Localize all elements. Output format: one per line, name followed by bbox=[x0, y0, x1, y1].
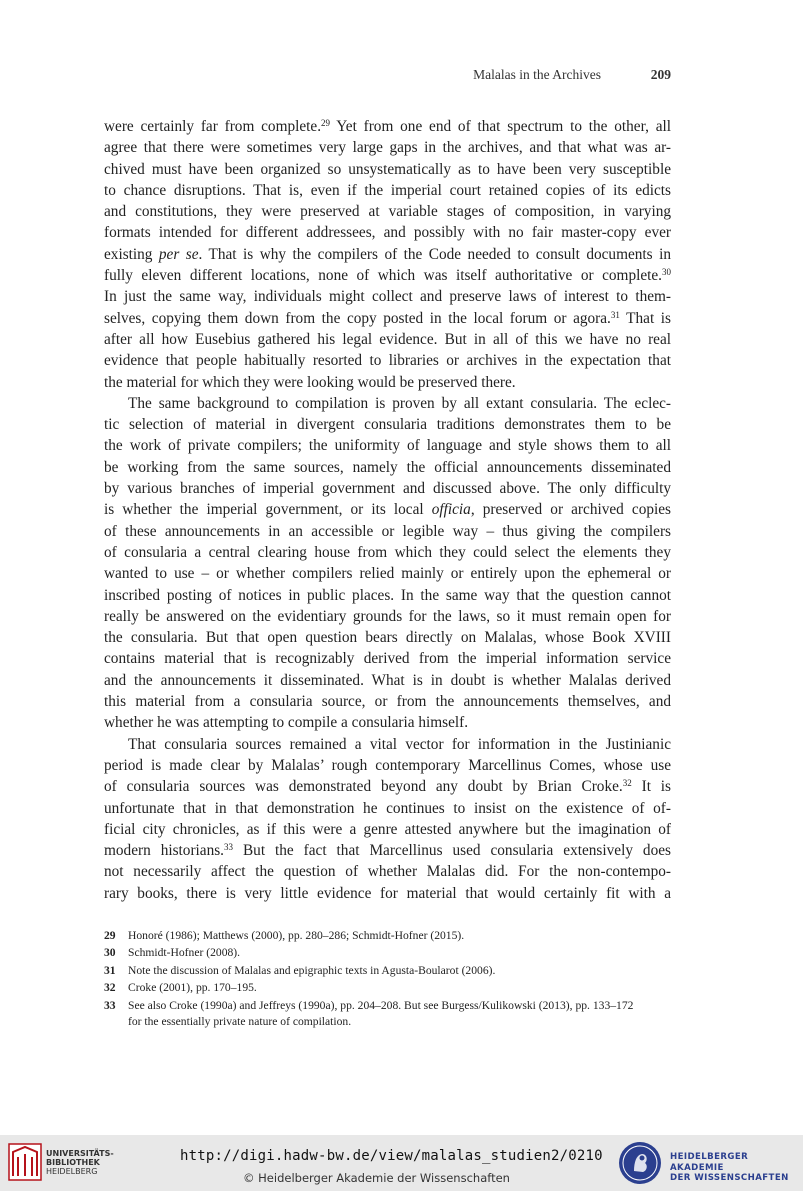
text-line: to chance disruptions. That is, even if the imperial court retained copies of its edicts bbox=[104, 181, 671, 199]
footnote-33 bbox=[104, 998, 671, 1030]
footnotes bbox=[104, 928, 671, 1031]
paragraph-3 bbox=[104, 734, 671, 904]
text-run: were certainly far from complete. bbox=[104, 118, 322, 135]
text-line: evidence that people habitually resorted to libraries or archives in the expectation that bbox=[104, 352, 671, 370]
footnote-text: Note the discussion of Malalas and epigraphic texts in Agusta-Boularot (2006). bbox=[128, 963, 496, 977]
footnote-29 bbox=[104, 928, 671, 944]
text-run: modern historians. bbox=[104, 842, 224, 860]
text-line: In just the same way, individuals might collect and preserve laws of interest to them- bbox=[104, 288, 671, 306]
text-line: contains material that is recognizably derived from the imperial information service bbox=[104, 650, 671, 668]
footnote-number: 30 bbox=[104, 946, 116, 960]
footnote-number: 31 bbox=[104, 963, 116, 977]
academy-name bbox=[670, 1152, 803, 1184]
text-line: formats intended for different addressees, and possibly with no fair master-copy ever bbox=[104, 224, 671, 242]
text-line: of these announcements in an accessible or legible way – thus giving the compilers bbox=[104, 522, 671, 540]
text-line: the consularia. But that open question bears directly on Malalas, whose Book XVIII bbox=[104, 629, 671, 647]
main-text bbox=[104, 116, 671, 904]
viewer-footer bbox=[0, 1135, 803, 1191]
text-run: That is bbox=[619, 309, 671, 327]
ub-name-line: BIBLIOTHEK bbox=[46, 1158, 100, 1167]
text-run: But the fact that Marcellinus used consularia extensively does bbox=[233, 842, 671, 860]
text-line: by various branches of imperial government and discussed above. The only difficulty bbox=[104, 480, 671, 498]
page-number: 209 bbox=[650, 67, 671, 82]
text-line: The same background to compilation is proven by all extant consularia. The eclec- bbox=[128, 394, 671, 412]
text-run: of consularia sources was demonstrated beyond any doubt by Brian Croke. bbox=[104, 778, 623, 796]
text-run: , preserved or archived copies bbox=[470, 501, 671, 519]
running-header bbox=[104, 67, 671, 87]
footnote-ref-30[interactable]: 30 bbox=[662, 267, 671, 278]
academy-name-line: HEIDELBERGER AKADEMIE bbox=[670, 1152, 749, 1173]
text-line: wanted to use – or whether compilers relied mainly or entirely upon the ephemeral or bbox=[104, 565, 671, 583]
text-run: selves, copying them down from the copy posted in the local forum or agora. bbox=[104, 309, 611, 327]
copyright-notice: © Heidelberger Akademie der Wissenschaften bbox=[243, 1171, 510, 1185]
ub-name-line: UNIVERSITÄTS- bbox=[46, 1149, 114, 1158]
text-run: existing bbox=[104, 245, 159, 263]
text-line bbox=[104, 308, 671, 329]
text-line bbox=[104, 499, 671, 520]
text-run: It is bbox=[631, 778, 671, 796]
text-line: agree that there were sometimes very large gaps in the archives, and that what was ar- bbox=[104, 139, 671, 157]
paragraph-1 bbox=[104, 116, 671, 393]
text-line: inscribed posting of notices in public places. In the same way that the question cannot bbox=[104, 586, 671, 604]
footnote-text: Croke (2001), pp. 170–195. bbox=[128, 981, 257, 995]
footnote-text-continued: for the essentially private nature of compilation. bbox=[128, 1014, 352, 1028]
footnote-number: 32 bbox=[104, 981, 116, 995]
running-title: Malalas in the Archives bbox=[473, 67, 601, 82]
text-line: really be answered on the evidentiary grounds for the laws, so it must remain open for bbox=[104, 607, 671, 625]
text-line: ficial city chronicles, as if this were a genre attested anywhere but the imagination of bbox=[104, 820, 671, 838]
text-line: and constitutions, they were preserved at variable stages of composition, in varying bbox=[104, 203, 671, 221]
text-line bbox=[104, 265, 671, 286]
text-line: That consularia sources remained a vital vector for information in the Justinianic bbox=[128, 735, 671, 753]
text-line: and the announcements it disseminated. What is in doubt is whether Malalas derived bbox=[104, 671, 671, 689]
university-library-name bbox=[46, 1149, 114, 1176]
footnote-number: 29 bbox=[104, 929, 116, 942]
paragraph-2 bbox=[104, 393, 671, 734]
text-run: is whether the imperial government, or its local bbox=[104, 501, 432, 519]
permalink-url[interactable]: http://digi.hadw-bw.de/view/malalas_studien2/0210 bbox=[180, 1148, 603, 1164]
text-line: the material for which they were looking would be preserved there. bbox=[104, 373, 516, 391]
text-run: Yet from one end of that spectrum to the other, all bbox=[330, 118, 671, 135]
emphasis-per-se: per se bbox=[158, 245, 199, 263]
text-line: chived must have been organized so unsystematically as to have been very susceptible bbox=[104, 160, 671, 178]
academy-name-line: DER WISSENSCHAFTEN bbox=[670, 1173, 789, 1183]
academy-seal-icon[interactable] bbox=[618, 1141, 662, 1185]
footnote-text: Schmidt-Hofner (2008). bbox=[128, 946, 241, 960]
text-line: after all how Eusebius gathered his legal evidence. But in all of this we have no real bbox=[104, 330, 671, 348]
footnote-32 bbox=[104, 980, 671, 996]
ub-name-line: HEIDELBERG bbox=[46, 1167, 98, 1176]
emphasis-officia: officia bbox=[431, 501, 471, 519]
footnote-ref-32[interactable]: 32 bbox=[622, 778, 632, 789]
text-run: . That is why the compilers of the Code needed to consult documents in bbox=[198, 245, 671, 263]
text-line: be working from the same sources, namely the official announcements disseminated bbox=[104, 458, 671, 476]
footnote-ref-33[interactable]: 33 bbox=[224, 842, 233, 853]
text-line: tic selection of material in divergent consularia traditions demonstrates them to be bbox=[104, 416, 671, 434]
footnote-31 bbox=[104, 963, 671, 979]
text-line: this material from a consularia source, or from the announcements themselves, and bbox=[104, 693, 671, 711]
text-run: fully eleven different locations, none of which was itself authoritative or complete. bbox=[104, 267, 662, 285]
text-line: the work of private compilers; the uniformity of language and style shows them to all bbox=[104, 437, 671, 455]
text-line bbox=[104, 840, 671, 861]
footnote-ref-29[interactable]: 29 bbox=[321, 118, 331, 128]
footnote-text: Honoré (1986); Matthews (2000), pp. 280–286; Schmidt-Hofner (2015). bbox=[128, 929, 465, 942]
text-line: rary books, there is very little evidence for material that would certainly fit with a bbox=[104, 884, 671, 902]
footnote-number: 33 bbox=[104, 998, 116, 1012]
text-line: unfortunate that in that demonstration he continues to insist on the existence of of- bbox=[104, 799, 671, 817]
text-line: of consularia a central clearing house from which they could select the elements they bbox=[104, 543, 671, 561]
footnote-30 bbox=[104, 945, 671, 961]
text-line: period is made clear by Malalas’ rough contemporary Marcellinus Comes, whose use bbox=[104, 756, 671, 774]
text-line bbox=[104, 776, 671, 797]
text-line: whether he was attempting to compile a consularia himself. bbox=[104, 714, 469, 732]
text-line: not necessarily affect the question of whether Malalas did. For the non-contempo- bbox=[104, 863, 671, 881]
text-line bbox=[104, 244, 671, 265]
university-library-logo-icon[interactable] bbox=[8, 1143, 42, 1181]
footnote-ref-31[interactable]: 31 bbox=[610, 309, 620, 320]
text-line bbox=[104, 116, 671, 137]
footnote-text: See also Croke (1990a) and Jeffreys (1990a), pp. 204–208. But see Burgess/Kulikowski (2013), pp. 133–172 bbox=[128, 998, 634, 1012]
